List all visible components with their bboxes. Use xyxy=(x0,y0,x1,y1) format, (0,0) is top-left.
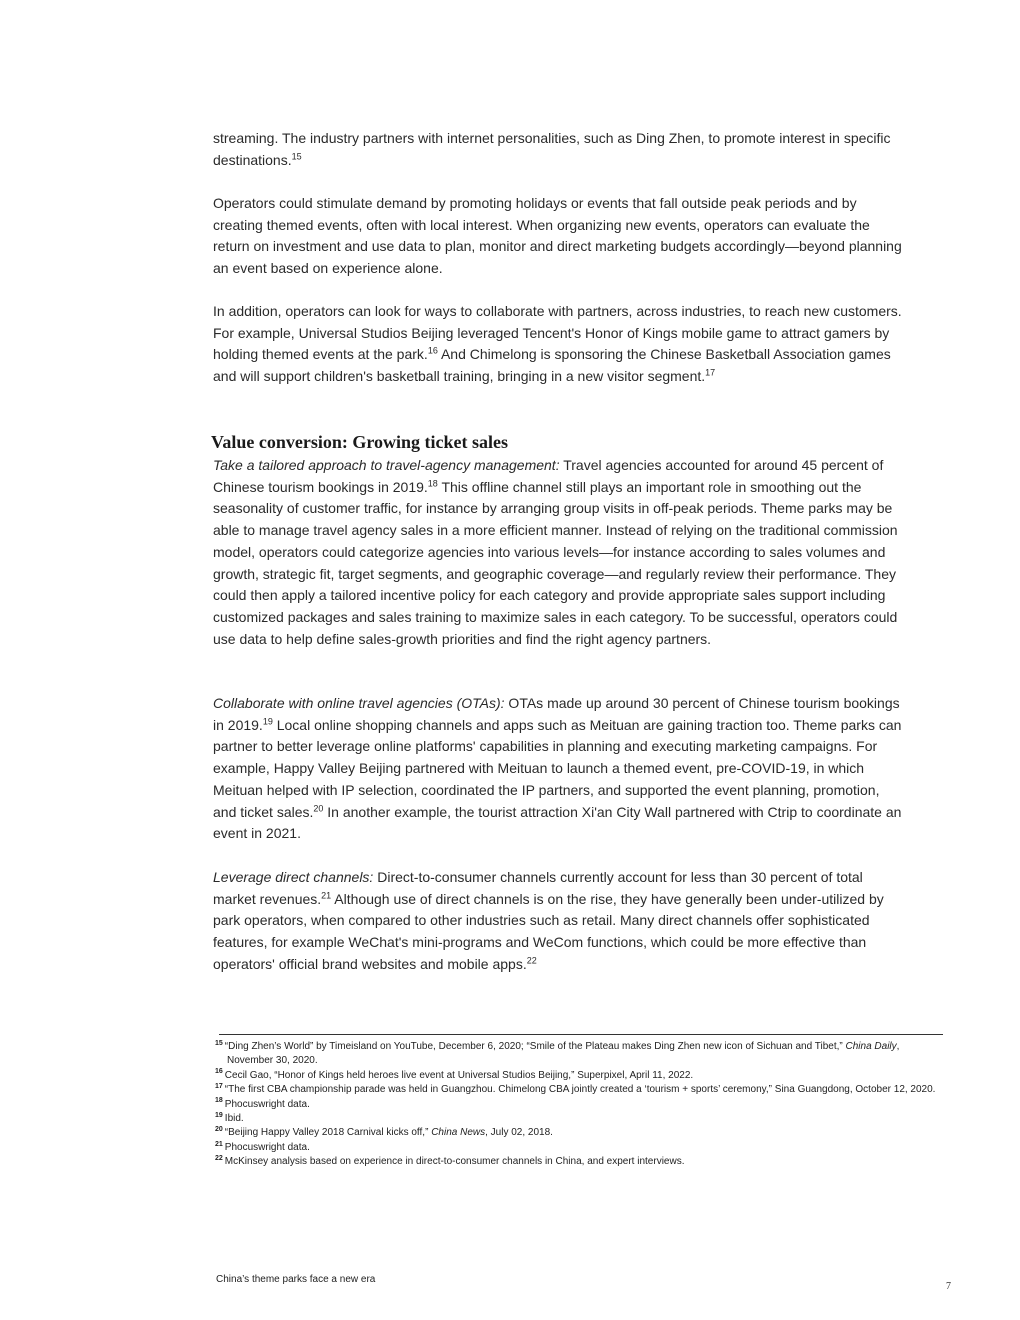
footnote-source: China Daily xyxy=(845,1041,897,1052)
footnote-ref[interactable]: 21 xyxy=(321,890,332,901)
footnote-text: “The first CBA championship parade was held in Guangzhou. Chimelong CBA jointly created a ‘tourism + sports’ ceremony,” Sina Guangdong, October 12, 2020. xyxy=(224,1084,936,1096)
footnote-list xyxy=(215,1040,940,1170)
body-paragraph xyxy=(213,128,903,171)
footnote-ref[interactable]: 17 xyxy=(705,367,716,378)
footnote-number: 17 xyxy=(215,1082,223,1090)
footnote-item xyxy=(215,1141,940,1155)
footnote-ref[interactable]: 19 xyxy=(262,716,273,727)
paragraph-lead: Take a tailored approach to travel-agency management: xyxy=(213,457,560,473)
footnote-ref[interactable]: 15 xyxy=(291,151,302,162)
paragraph-text: streaming. The industry partners with internet personalities, such as Ding Zhen, to promote interest in specific destinations. xyxy=(213,130,891,168)
footnote-number: 22 xyxy=(215,1154,223,1162)
paragraph-text: Local online shopping channels and apps such as Meituan are gaining traction too. Theme parks can partner to better leverage online platforms' capabilities in planning and executing marketing campaigns. For example, Happy Valley Beijing partnered with Meituan to launch a themed event, pre-COVID-19, in which Meituan helped with IP selection, coordinated the IP partners, and supported the event planning, promotion, and ticket sales. xyxy=(213,716,902,820)
body-paragraph xyxy=(213,455,903,650)
paragraph-text: And Chimelong is sponsoring the Chinese Basketball Association games and will support children's basketball training, bringing in a new visitor segment. xyxy=(213,346,891,385)
body-paragraph xyxy=(213,693,903,845)
footnote-text: , July 02, 2018. xyxy=(485,1127,553,1139)
paragraph-text: OTAs made up around 30 percent of Chinese tourism bookings in 2019. xyxy=(213,695,900,733)
paragraph-lead: Leverage direct channels: xyxy=(213,869,374,885)
page-number: 7 xyxy=(946,1281,951,1292)
paragraph-text: Operators could stimulate demand by promoting holidays or events that fall outside peak periods and by creating themed events, often with local interest. When organizing new events, operators can evaluate the return on investment and use data to plan, monitor and direct marketing budgets accordingly—beyond planning an event based on experience alone. xyxy=(213,195,902,277)
footnote-number: 21 xyxy=(215,1140,223,1148)
paragraph-text: In another example, the tourist attraction Xi'an City Wall partnered with Ctrip to coordinate an event in 2021. xyxy=(213,803,902,842)
footer-title: China’s theme parks face a new era xyxy=(216,1274,376,1285)
footnote-ref[interactable]: 18 xyxy=(427,478,438,489)
footnote-text: “Beijing Happy Valley 2018 Carnival kicks off,” xyxy=(224,1127,432,1139)
footnote-ref[interactable]: 22 xyxy=(526,955,537,966)
footnote-item xyxy=(215,1155,940,1169)
footnote-number: 18 xyxy=(215,1097,223,1105)
paragraph-text: Direct-to-consumer channels currently account for less than 30 percent of total market revenues. xyxy=(213,869,863,907)
paragraph-text: Travel agencies accounted for around 45 percent of Chinese tourism bookings in 2019. xyxy=(213,457,884,495)
footnote-item xyxy=(215,1112,940,1126)
footnote-text: “Ding Zhen’s World” by Timeisland on YouTube, December 6, 2020; “Smile of the Plateau makes Ding Zhen new icon of Sichuan and Tibet,” xyxy=(224,1041,846,1052)
footnote-number: 19 xyxy=(215,1111,223,1119)
paragraph-text: In addition, operators can look for ways to collaborate with partners, across industries, to reach new customers. For example, Universal Studios Beijing leveraged Tencent's Honor of Kings mobile game to attract gamers by holding themed events at the park. xyxy=(213,303,902,363)
section-heading: Value conversion: Growing ticket sales xyxy=(211,432,508,452)
footnote-text: Ibid. xyxy=(224,1113,244,1125)
paragraph-lead: Collaborate with online travel agencies (OTAs): xyxy=(213,695,505,711)
footnote-divider xyxy=(219,1034,943,1035)
footnote-text: Phocuswright data. xyxy=(224,1141,310,1153)
footnote-ref[interactable]: 16 xyxy=(427,345,438,356)
footnote-item xyxy=(215,1069,940,1083)
body-paragraph xyxy=(213,193,903,280)
footnote-text: , November 30, 2020. xyxy=(227,1041,900,1067)
footnote-item xyxy=(215,1126,940,1140)
paragraph-text: Although use of direct channels is on the rise, they have generally been under-utilized by park operators, when compared to other industries such as retail. Many direct channels offer sophisticated features, for example WeChat's mini-programs and WeCom functions, which could be more effective than operators' official brand websites and mobile apps. xyxy=(213,890,884,972)
footnote-number: 20 xyxy=(215,1126,223,1134)
paragraph-text: This offline channel still plays an important role in smoothing out the seasonality of customer traffic, for instance by arranging group visits in off-peak periods. Theme parks may be able to manage travel agency sales in a more efficient manner. Instead of relying on the traditional commission model, operators could categorize agencies into various levels—for instance according to sales volumes and growth, strategic fit, target segments, and geographic coverage—and regularly review their performance. They could then apply a tailored incentive policy for each category and provide appropriate sales support including customized packages and sales training to maximize sales in each category. To be successful, operators could use data to help define sales-growth priorities and find the right agency partners. xyxy=(213,478,898,647)
footnote-source: China News xyxy=(431,1127,486,1139)
footnote-item xyxy=(215,1040,940,1069)
footnote-ref[interactable]: 20 xyxy=(313,802,324,813)
body-paragraph xyxy=(213,867,903,976)
footnote-item xyxy=(215,1098,940,1112)
body-paragraph xyxy=(213,301,903,388)
footnote-text: Phocuswright data. xyxy=(224,1098,310,1110)
footnote-text: McKinsey analysis based on experience in direct-to-consumer channels in China, and expert interviews. xyxy=(224,1156,685,1168)
footnote-number: 16 xyxy=(215,1068,223,1076)
footnote-number: 15 xyxy=(215,1039,223,1047)
footnote-item xyxy=(215,1083,940,1097)
footnote-text: Cecil Gao, “Honor of Kings held heroes live event at Universal Studios Beijing,” Superpixel, April 11, 2022. xyxy=(224,1069,694,1081)
